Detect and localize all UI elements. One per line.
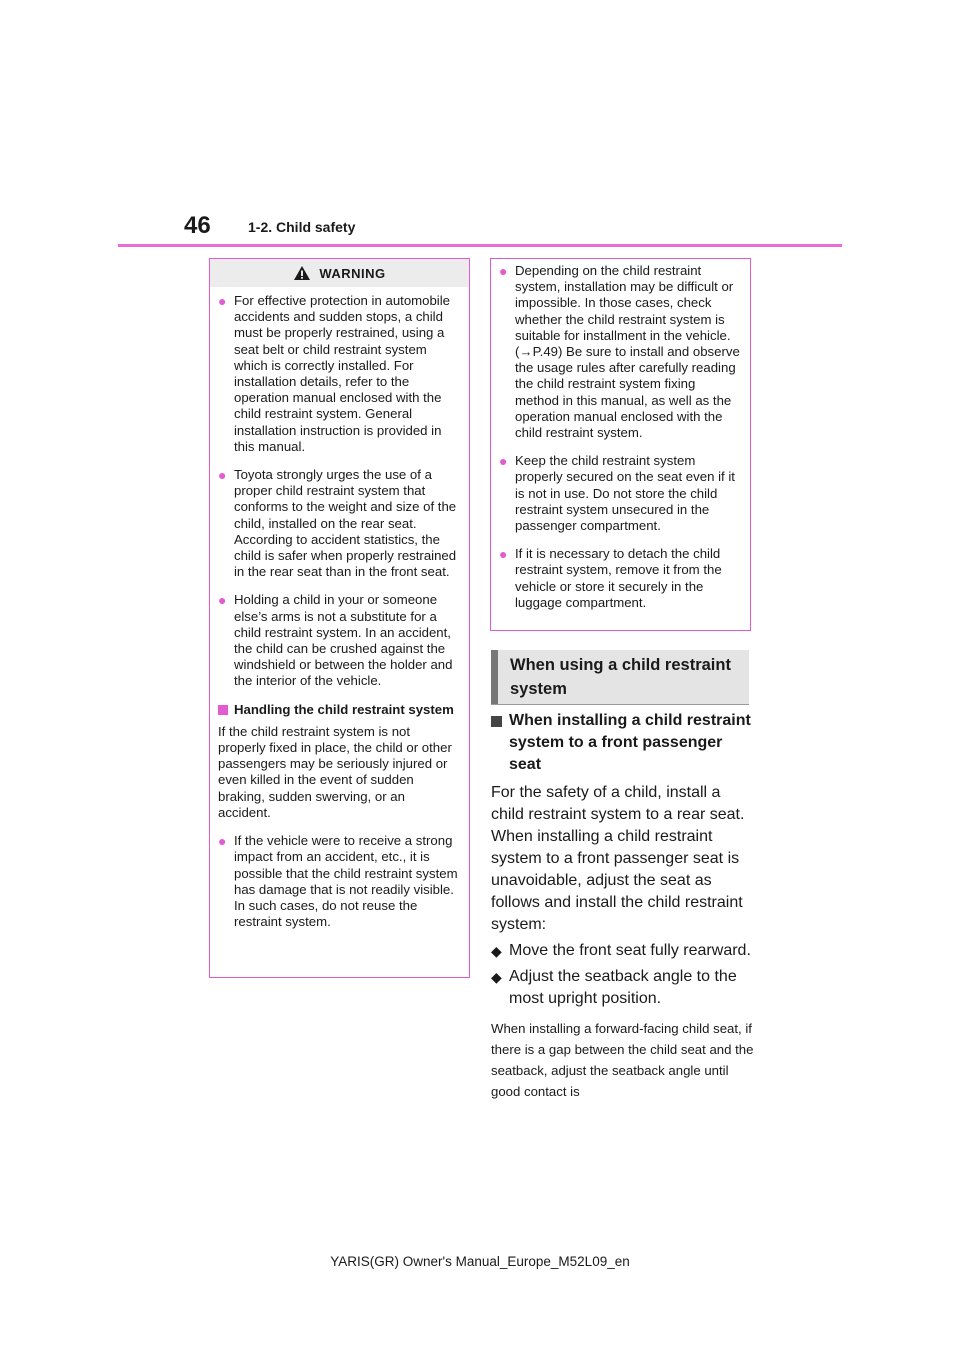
bullet-icon: ● <box>499 546 508 563</box>
warning-box-continued <box>490 258 751 631</box>
bullet-icon: ● <box>218 293 227 309</box>
subheading: When installing a child restraint system to a front passenger seat <box>491 710 755 776</box>
warning-item: ● Keep the child restraint system properly secured on the seat even if it is not in use. Do not store the child restraint system unsecured in the passenger compartment. <box>499 453 735 534</box>
warning-item: ● Toyota strongly urges the use of a proper child restraint system that conforms to the weight and size of the child, installed on the rear seat. According to accident statistics, the child is safer when properly restrained in the rear seat than in the front seat. <box>218 467 457 580</box>
diamond-bullet-icon: ◆ <box>491 969 502 985</box>
step-item: ◆ Adjust the seatback angle to the most upright position. <box>491 968 737 1007</box>
section-heading: When using a child restraint system <box>491 650 749 704</box>
handling-text: If the child restraint system is not properly fixed in place, the child or other passengers may be seriously injured or even killed in the event of sudden braking, sudden swerving, or an accident. <box>218 723 452 820</box>
note-paragraph: When installing a forward-facing child seat, if there is a gap between the child seat and the seatback, adjust the seatback angle until good contact is <box>491 1021 754 1099</box>
warning-header <box>210 259 469 287</box>
bullet-icon: ● <box>218 592 227 609</box>
warning-item: ● Holding a child in your or someone else’s arms is not a substitute for a child restraint system. In an accident, the child can be crushed against the windshield or between the holder and the interior of the vehicle. <box>218 592 453 689</box>
warning-item: ● Depending on the child restraint system, installation may be difficult or impossible. In those cases, check whether the child restraint system is suitable for installment in the vehicle. (→P.49) Be sure to install and observe the usage rules after carefully reading the child restraint system fixing method in this manual, as well as the operation manual enclosed with the child restraint system. <box>499 263 740 441</box>
bullet-icon: ● <box>218 833 227 850</box>
warning-title: WARNING <box>319 265 386 281</box>
bullet-icon: ● <box>218 467 227 484</box>
warning-item: ● If it is necessary to detach the child restraint system, remove it from the vehicle or store it securely in the luggage compartment. <box>499 546 722 610</box>
footer-text: YARIS(GR) Owner's Manual_Europe_M52L09_en <box>330 1254 630 1269</box>
diamond-bullet-icon: ◆ <box>491 943 502 959</box>
heading-underline <box>491 704 749 705</box>
bullet-icon: ● <box>499 263 508 279</box>
square-bullet-icon <box>218 705 228 715</box>
section-title: 1-2. Child safety <box>248 219 356 235</box>
square-bullet-icon <box>491 716 502 727</box>
warning-triangle-icon <box>293 265 311 281</box>
warning-box <box>209 258 470 978</box>
handling-subheading: Handling the child restraint system <box>218 702 459 718</box>
bullet-icon: ● <box>499 453 508 470</box>
warning-item: ● If the vehicle were to receive a strong impact from an accident, etc., it is possible that the child restraint system has damage that is not readily visible. In such cases, do not reuse the restraint system. <box>218 833 458 930</box>
page-number: 46 <box>184 212 211 239</box>
step-item: ◆ Move the front seat fully rearward. <box>491 940 755 962</box>
warning-item: ● For effective protection in automobile accidents and sudden stops, a child must be properly restrained, using a seat belt or child restraint system which is correctly installed. For installation details, refer to the operation manual enclosed with the child restraint system. General installation instruction is provided in this manual. <box>218 293 451 454</box>
main-content <box>491 710 755 1102</box>
header-divider <box>118 244 842 247</box>
instruction-paragraph: For the safety of a child, install a child restraint system to a rear seat. When installing a child restraint system to a front passenger seat is unavoidable, adjust the seat as follows and install the child restraint system: <box>491 784 745 933</box>
